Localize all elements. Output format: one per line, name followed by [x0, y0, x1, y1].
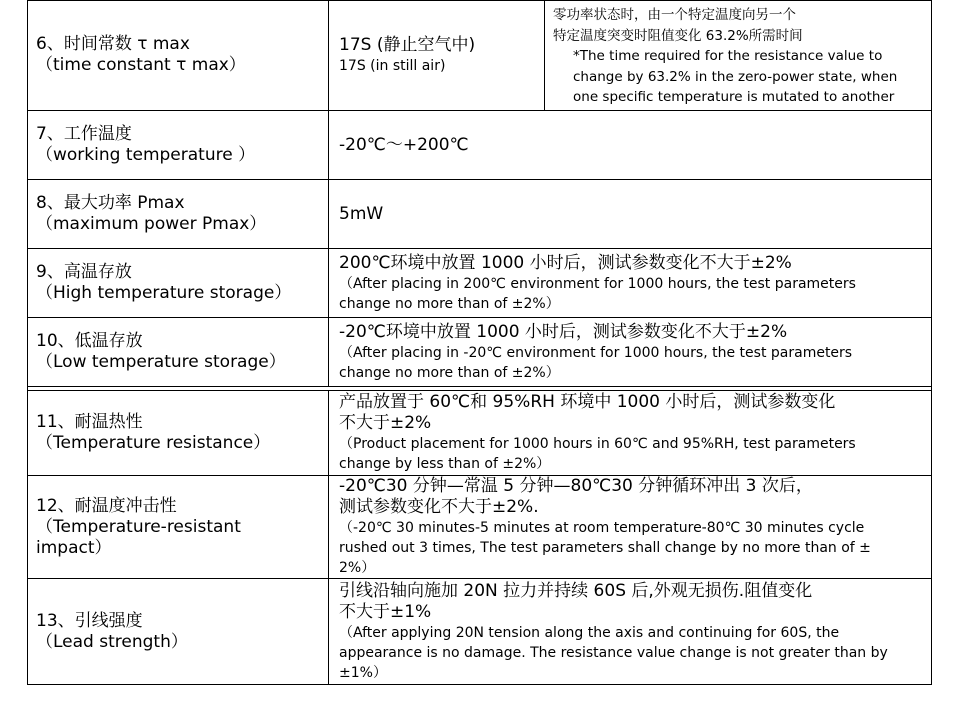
- note-en-3: one specific temperature is mutated to another: [573, 89, 895, 105]
- table-row-time-constant: [27, 0, 932, 111]
- value-en-1: （After applying 20N tension along the axis and continuing for 60S, the: [339, 624, 840, 641]
- label-en: （working temperature ）: [36, 145, 256, 165]
- table-row-maximum-power: [27, 180, 932, 249]
- note-cell: [544, 0, 931, 110]
- table-row-high-temperature-storage: [27, 249, 932, 318]
- value-en-2: change no more than of ±2%）: [339, 364, 560, 381]
- label-cn: 11、耐温热性: [36, 412, 143, 432]
- value-en: 17S (in still air): [339, 57, 446, 74]
- value-cn-1: -20℃30 分钟—常温 5 分钟—80℃30 分钟循环冲出 3 次后，: [339, 476, 813, 496]
- row-value-cell: [329, 318, 931, 386]
- label-cn: 6、时间常数 τ max: [36, 34, 190, 54]
- note-en-2: change by 63.2% in the zero-power state, when: [573, 68, 898, 85]
- value-cn-2: 不大于±2%: [339, 413, 432, 433]
- label-cn: 13、引线强度: [36, 610, 143, 631]
- label-cn: 9、高温存放: [36, 262, 132, 282]
- row-value-cell: [329, 249, 931, 317]
- row-label-cell: [28, 0, 329, 110]
- value-en-3: 2%）: [339, 560, 376, 576]
- value-en-1: （Product placement for 1000 hours in 60℃ and 95%RH, test parameters: [339, 436, 856, 452]
- value-cn-1: 引线沿轴向施加 20N 拉力并持续 60S 后,外观无损伤.阻值变化: [339, 580, 813, 601]
- row-value-cell: [329, 180, 931, 248]
- value-en-1: （After placing in -20℃ environment for 1000 hours, the test parameters: [339, 344, 853, 361]
- label-cn: 12、耐温度冲击性: [36, 495, 177, 516]
- value-cn: 200℃环境中放置 1000 小时后，测试参数变化不大于±2%: [339, 252, 792, 273]
- note-en-1: *The time required for the resistance value to: [573, 48, 883, 64]
- table-row-temperature-resistance: [27, 391, 932, 476]
- label-en-1: （Temperature-resistant: [36, 516, 241, 537]
- value-cn-2: 不大于±1%: [339, 601, 432, 622]
- value-en-2: change no more than of ±2%）: [339, 295, 560, 312]
- value: -20℃～+200℃: [339, 134, 469, 155]
- row-label-cell: [28, 476, 329, 578]
- value-en-1: （After placing in 200℃ environment for 1000 hours, the test parameters: [339, 275, 856, 292]
- value: 5mW: [339, 203, 384, 224]
- row-label-cell: [28, 111, 329, 179]
- table-row-temperature-impact: [27, 476, 932, 579]
- value-en-2: rushed out 3 times, The test parameters shall change by no more than of ±: [339, 540, 871, 556]
- row-value-cell: [329, 0, 543, 110]
- label-cn: 8、最大功率 Pmax: [36, 193, 185, 213]
- row-value-cell: [329, 111, 931, 179]
- table-row-lead-strength: [27, 579, 932, 685]
- value-en-2: appearance is no damage. The resistance value change is not greater than by: [339, 644, 888, 661]
- row-label-cell: [28, 391, 329, 475]
- label-en: （Temperature resistance）: [36, 433, 271, 453]
- row-label-cell: [28, 579, 329, 684]
- value-cn: 17S (静止空气中): [339, 34, 476, 55]
- spec-table: [27, 0, 932, 690]
- label-en: （High temperature storage）: [36, 283, 292, 303]
- label-en: （Lead strength）: [36, 631, 188, 652]
- value-cn-2: 测试参数变化不大于±2%.: [339, 497, 539, 517]
- label-en: （Low temperature storage）: [36, 352, 286, 372]
- value-cn-1: 产品放置于 60℃和 95%RH 环境中 1000 小时后，测试参数变化: [339, 392, 836, 412]
- row-label-cell: [28, 249, 329, 317]
- label-en: （time constant τ max）: [36, 55, 246, 75]
- label-cn: 7、工作温度: [36, 124, 132, 144]
- label-cn: 10、低温存放: [36, 331, 143, 351]
- row-value-cell: [329, 476, 931, 578]
- value-en-3: ±1%）: [339, 664, 387, 681]
- table-row-low-temperature-storage: [27, 318, 932, 387]
- value-en-2: change by less than of ±2%）: [339, 456, 551, 472]
- label-en: （maximum power Pmax）: [36, 214, 267, 234]
- row-value-cell: [329, 391, 931, 475]
- table-row-working-temperature: [27, 111, 932, 180]
- label-en-2: impact）: [36, 537, 112, 558]
- note-cn-1: 零功率状态时，由一个特定温度向另一个: [553, 7, 796, 23]
- value-cn: -20℃环境中放置 1000 小时后，测试参数变化不大于±2%: [339, 321, 788, 342]
- row-label-cell: [28, 180, 329, 248]
- row-value-cell: [329, 579, 931, 684]
- row-label-cell: [28, 318, 329, 386]
- value-en-1: （-20℃ 30 minutes-5 minutes at room temperature-80℃ 30 minutes cycle: [339, 520, 865, 536]
- note-cn-2: 特定温度突变时阻值变化 63.2%所需时间: [553, 27, 803, 44]
